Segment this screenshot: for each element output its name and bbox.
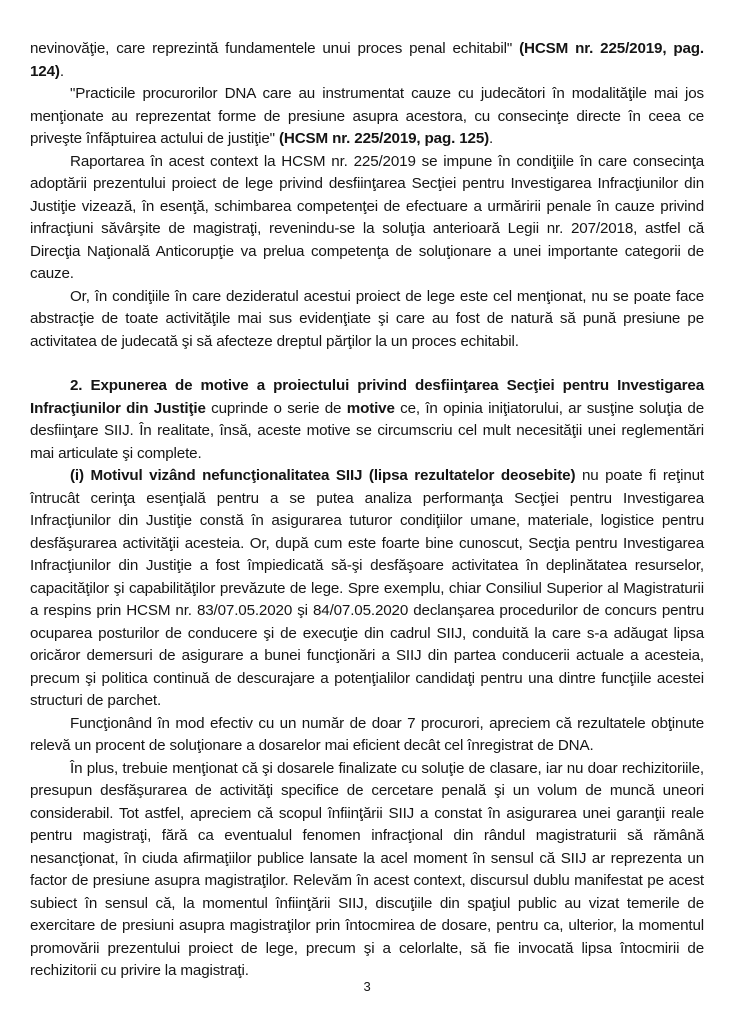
paragraph-3: Raportarea în acest context la HCSM nr. 225/2019 se impune în condiţiile în care consecinţa adoptării prezentului proiect de lege privind desfiinţarea Secţiei pentru Investigarea Infracţiunilor din Justiţie vizează, în esenţă, schimbarea competenţei de efectuare a urmăririi penale în cauze privind infracţiuni săvârşite de magistraţi, revenindu-se la soluţia anterioară Legii nr. 207/2018, astfel că Direcţia Naţională Anticorupţie va prelua competenţa de soluţionare a unei importante categorii de cauze. — [30, 152, 704, 282]
paragraph-2-tail: . — [489, 130, 494, 147]
page-number: 3 — [363, 979, 371, 994]
paragraph-4: Or, în condiţiile în care dezideratul acestui proiect de lege este cel menţionat, nu se poate face abstracţie de toate activităţile mai sus evidenţiate şi care au fost de natură să pună presiune pe activitatea de judecată şi să afecteze dreptul părţilor la un proces echitabil. — [30, 287, 704, 350]
paragraph-2-text: "Practicile procurorilor DNA care au instrumentat cauze cu judecători în modalităţile mai jos menţionate au reprezentat forme de presiune asupra acestora, cu consecinţe directe în ceea ce priveşte înfăptuirea actului de justiţie" — [30, 85, 704, 147]
paragraph-1-tail: . — [59, 62, 64, 80]
section-2-text-b: ce, în opinia iniţiatorului, ar susţine soluţia de desfiinţare SIIJ. În realitate, însă, aceste motive se circumscriu cel mult necesităţii unei reglementări mai articulate şi complete. — [30, 399, 704, 462]
paragraph-2-quote — [30, 83, 704, 151]
section-2-text-a: cuprinde o serie de — [205, 399, 347, 417]
subsection-i-paragraph — [30, 465, 704, 713]
paragraph-1-reference: (HCSM nr. 225/2019, pag. 124) — [30, 40, 704, 80]
paragraph-7: Funcţionând în mod efectiv cu un număr de doar 7 procurori, apreciem că rezultatele obţinute relevă un procent de soluţionare a dosarelor mai eficient decât cel înregistrat de DNA. — [30, 714, 704, 754]
paragraph-8: În plus, trebuie menţionat că şi dosarele finalizate cu soluţie de clasare, iar nu doar rechizitoriile, presupun desfăşurarea de activităţi specifice de cercetare penală şi un volum de muncă uneori considerabil. Tot astfel, apreciem că scopul înfiinţării SIIJ a constat în asigurarea unei garanţii reale pentru magistraţi, fără ca eventualul fenomen infracţional din rândul magistraturii să rămână nesancţionat, în ciuda afirmaţiilor publice lansate la acel moment în sensul că SIIJ ar reprezenta un factor de presiune asupra magistraţilor. Relevăm în acest context, discursul dublu manifestat pe acest subiect în sensul că, la momentul înfiinţării SIIJ, discuţiile din spaţiul public au vizat temerile de exercitare de presiuni asupra magistraţilor prin întocmirea de dosare, pentru ca, ulterior, la momentul promovării prezentului proiect de lege, precum şi a celorlalte, să fie invocată lipsa întocmirii de rechizitorii cu privire la magistraţi. — [30, 759, 704, 979]
section-2-motive-word: motive — [346, 399, 395, 417]
paragraph-1-text: nevinovăţie, care reprezintă fundamentele unui proces penal echitabil" — [30, 40, 520, 57]
subsection-i-heading: (i) Motivul vizând nefuncţionalitatea SIIJ (lipsa rezultatelor deosebite) — [70, 467, 576, 484]
section-2-paragraph — [30, 375, 704, 465]
paragraph-1 — [30, 38, 704, 83]
section-2-heading: 2. Expunerea de motive a proiectului privind desfiinţarea Secţiei pentru Investigarea Infracţiunilor din Justiţie — [30, 377, 704, 417]
subsection-i-text: nu poate fi reţinut întrucât cerinţa esenţială pentru a se putea analiza performanţa Secţiei pentru Investigarea Infracţiunilor din Justiţie constă în asigurarea tuturor condiţiilor umane, materiale, logistice pentru desfăşurarea activităţii acesteia. Or, după cum este foarte bine cunoscut, Secţia pentru Investigarea Infracţiunilor din Justiţie a fost împiedicată să-şi desfăşoare activitatea în deplinătatea resurselor, capacităţilor şi capabilităţilor prevăzute de lege. Spre exemplu, chiar Consiliul Superior al Magistraturii a respins prin HCSM nr. 83/07.05.2020 şi 84/07.05.2020 declanşarea procedurilor de concurs pentru ocuparea posturilor de conducere şi de execuţie din cadrul SIIJ, conduită la care s-a adăugat lipsa oricăror demersuri de asigurare a bunei funcţionări a SIIJ din partea conducerii actuale a acesteia, precum şi politica continuă de descurajare a potenţialilor candidaţi pentru una dintre funcţiile acestei structuri de parchet. — [30, 467, 704, 709]
paragraph-2-reference: (HCSM nr. 225/2019, pag. 125) — [278, 130, 490, 147]
